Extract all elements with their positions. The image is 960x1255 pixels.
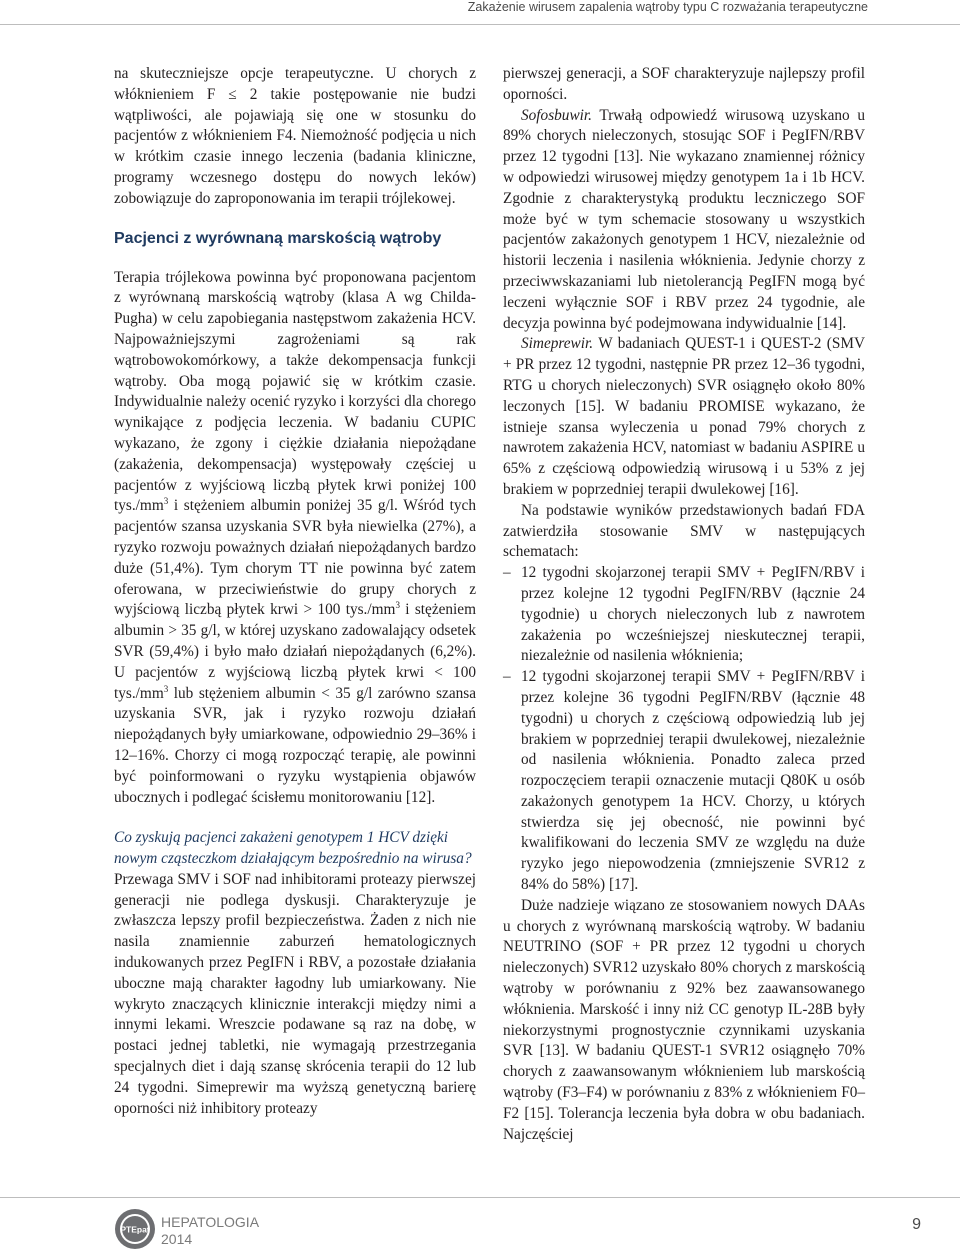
superscript: 3 xyxy=(163,496,169,507)
simeprevir-label: Simeprewir. xyxy=(521,335,594,353)
right-paragraph-1: pierwszej generacji, a SOF charakteryzuje najlepszy profil oporności. xyxy=(503,65,865,103)
section-heading: Pacjenci z wyrównaną marskością wątroby xyxy=(114,229,442,247)
dash-bullet: – xyxy=(503,668,511,686)
paragraph-2-part-b: i stężeniem albumin poniżej 35 g/l. Wśród tych pacjentów szansa uzyskania SVR była niewielka (27%), a ryzyko rozwoju poważnych działań niepożądanych bardzo duże (51,4%). Tym chorym TT nie powinna być zatem oferowana, w przeciwieństwie do grupy chorych z wyjściową liczbą płytek krwi > 100 tys./mm xyxy=(114,497,476,619)
ptepat-logo xyxy=(114,1208,156,1250)
superscript: 3 xyxy=(163,683,169,694)
footer-divider xyxy=(0,1197,960,1198)
schema-list xyxy=(503,563,865,896)
dash-bullet: – xyxy=(503,564,511,582)
running-title: Zakażenie wirusem zapalenia wątroby typu C rozważania terapeutyczne xyxy=(467,0,868,14)
sofosbuvir-label: Sofosbuwir. xyxy=(521,106,592,124)
left-column xyxy=(114,64,476,1119)
sofosbuvir-text: Trwałą odpowiedź wirusową uzyskano u 89% chorych nieleczonych, stosując SOF i PegIFN/RBV przez 12 tygodni [13]. Nie wykazano znamiennej różnicy w odpowiedzi wirusowej między genotypem 1a i 1b HCV. Zgodnie z charakterystyką produktu leczniczego SOF może być w tym schemacie stosowany u wszystkich pacjentów zakażonych genotypem 1 HCV, niezależnie od historii leczenia i nasilenia włóknienia. Jedynie chorzy z przeciwwskazaniami lub nietolerancją PegIFN mogą być leczeni wyłącznie SOF i RBV przez 24 tygodnie, ale decyzja powinna być podejmowana indywidualnie [14]. xyxy=(503,106,865,332)
fda-paragraph: Na podstawie wyników przedstawionych badań FDA zatwierdziła stosowanie SMV w następujących schematach: xyxy=(503,501,865,561)
journal-year: 2014 xyxy=(161,1231,193,1247)
left-paragraph-3: Przewaga SMV i SOF nad inhibitorami proteazy pierwszej generacji nie podlega dyskusji. Charakteryzuje je zwłaszcza lepszy profil bezpieczeństwa. Żaden z nich nie nasila znamiennie zaburzeń hematologicznych indukowanych przez PegIFN i RBV, a pozostałe działania uboczne mają charakter łagodny lub umiarkowany. Nie wykryto znaczących klinicznie interakcji między nimi a innymi lekami. Wreszcie podawane są raz na dobę, w postaci jednej tabletki, nie wymagają przestrzegania specjalnych diet i dają szansę skrócenia terapii do 12 lub 24 tygodni. Simeprewir ma wyższą genetyczną barierę oporności niż inhibitory proteazy xyxy=(114,870,476,1117)
list-item-text: 12 tygodni skojarzonej terapii SMV + PegIFN/RBV i przez kolejne 36 tygodni PegIFN/RBV (łącznie 48 tygodni) u chorych z częściową odpowiedzią lub jej brakiem w poprzedniej terapii dwulekowej, niezależnie od nasilenia włóknienia. Ponadto zaleca przed rozpoczęciem terapii oznaczenie mutacji Q80K u osób zakażonych genotypem 1a HCV. Chorzy, u których stwierdza się jej obecność, nie powinni być kwalifikowani do leczenia SMV ze względu na duże ryzyko jego niepowodzenia (zmniejszenie SVR12 z 84% do 58%) [17]. xyxy=(521,668,865,894)
header-divider xyxy=(0,24,960,25)
superscript: 3 xyxy=(395,600,400,611)
simeprevir-paragraph xyxy=(503,334,865,500)
journal-block xyxy=(161,1214,259,1248)
list-item xyxy=(503,667,865,896)
journal-name: HEPATOLOGIA xyxy=(161,1214,260,1230)
simeprevir-text: W badaniach QUEST-1 i QUEST-2 (SMV + PR przez 12 tygodni, następnie PR przez 12–36 tygodni, RTG u chorych nieleczonych) SVR osiągnęło około 80% leczonych [15]. W badaniu PROMISE wykazano, że istnieje szansa wyleczenia u ponad 79% chorych z nawrotem zakażenia HCV, natomiast w badaniu ASPIRE u 65% z częściową odpowiedzią wirusową i u 53% z jej brakiem w poprzedniej terapii dwulekowej [16]. xyxy=(503,335,865,498)
section-question: Co zyskują pacjenci zakażeni genotypem 1 HCV dzięki nowym cząsteczkom działającym bezpośrednio na wirusa? xyxy=(114,829,472,868)
logo-text: PTEpat xyxy=(120,1224,150,1235)
page-number: 9 xyxy=(912,1216,921,1233)
list-item-text: 12 tygodni skojarzonej terapii SMV + PegIFN/RBV i przez kolejne 12 tygodni PegIFN/RBV (łącznie 24 tygodnie) u chorych nieleczonych lub z nawrotem zakażenia po wcześniejszej nieskutecznej terapii, niezależnie od nasilenia włóknienia; xyxy=(521,564,865,665)
right-column xyxy=(503,64,865,1145)
list-item xyxy=(503,563,865,667)
left-paragraph-2 xyxy=(114,268,476,809)
paragraph-2-part-d: lub stężeniem albumin < 35 g/l zarówno szansa uzyskania SVR, jak i ryzyko rozwoju działań niepożądanych były umiarkowane, odpowiednio 29–36% i 12–16%. Chorzy ci mogą rozpocząć terapię, ale powinni być poinformowani o ryzyku wystąpienia objawów ubocznych i podlegać ścisłemu monitorowaniu [12]. xyxy=(114,684,476,806)
paragraph-2-part-a: Terapia trójlekowa powinna być proponowana pacjentom z wyrównaną marskością wątroby (klasa A wg Childa-Pugha) w celu zapobiegania następstwom zakażenia HCV. Najpoważniejszymi zagrożeniami są rak wątrobowokomórkowy, a także dekompensacja funkcji wątroby. Oba mogą pojawić się w krótkim czasie. Indywidualnie należy ocenić ryzyko i korzyści dla chorego wynikające z podjęcia leczenia. W badaniu CUPIC wykazano, że zgony i ciężkie działania niepożądane (zakażenia, dekompensacja) występowały częściej u pacjentów z wyjściową liczbą płytek krwi poniżej 100 tys./mm xyxy=(114,268,476,515)
right-paragraph-5: Duże nadzieje wiązano ze stosowaniem nowych DAAs u chorych z wyrównaną marskością wątroby. W badaniu NEUTRINO (SOF + PR przez 12 tygodni u chorych nieleczonych) SVR12 uzyskało 80% chorych z marskością wątroby w porównaniu z 92% bez zaawansowanego włóknienia. Marskość i inny niż CC genotyp IL-28B były niekorzystnymi prognostycznie czynnikami uzyskania SVR [13]. W badaniu QUEST-1 SVR12 osiągnęło 70% chorych z zaawansowanym włóknieniem lub marskością wątroby (F3–F4) w porównaniu z 83% z włóknieniem F0–F2 [15]. Tolerancja leczenia była dobra w obu badaniach. Najczęściej xyxy=(503,896,865,1143)
sofosbuvir-paragraph xyxy=(503,106,865,335)
left-paragraph-1: na skuteczniejsze opcje terapeutyczne. U chorych z włóknieniem F ≤ 2 takie postępowanie nie budzi wątpliwości, ale pojawiają się one w stosunku do pacjentów z włóknieniem F4. Niemożność podjęcia u nich w krótkim czasie innego leczenia (badania kliniczne, programy wczesnego dostępu do nowych leków) zobowiązuje do zaproponowania im terapii trójlekowej. xyxy=(114,65,476,207)
paragraph-2-part-c: i stężeniem albumin > 35 g/l, w której uzyskano zadowalający odsetek SVR (59,4%) i było mało działań niepożądanych (6,2%). U pacjentów z wyjściową liczbą płytek krwi < 100 tys./mm xyxy=(114,601,476,702)
